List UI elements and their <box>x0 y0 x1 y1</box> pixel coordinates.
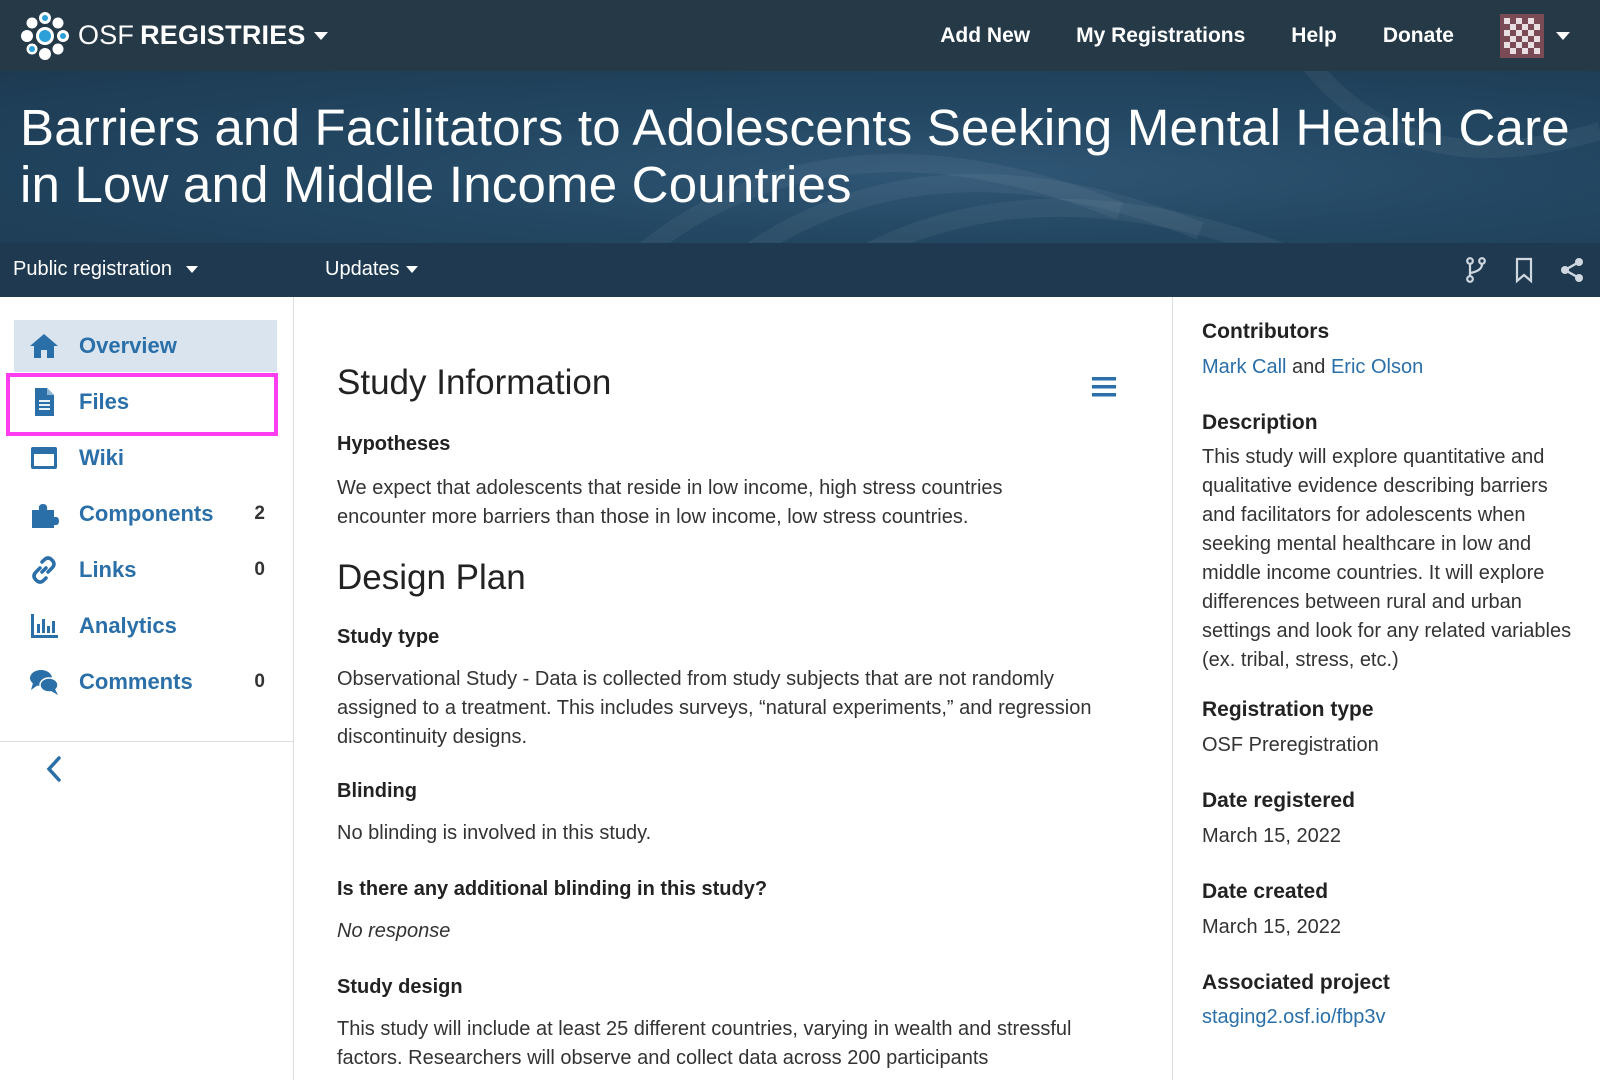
sidebar-item-label: Components <box>79 501 214 526</box>
comments-icon <box>28 666 60 698</box>
home-icon <box>28 330 60 362</box>
sidebar-divider <box>0 741 294 742</box>
contributors-label: Contributors <box>1202 320 1330 343</box>
contributors-and: and <box>1292 356 1326 378</box>
share-icon[interactable] <box>1558 256 1586 284</box>
study-type-text: Observational Study - Data is collected from study subjects that are not randomly assigned to a treatment. This includes surveys, “natural experiments,” and regression discontinuity designs. <box>337 668 1092 748</box>
associated-project-link[interactable]: staging2.osf.io/fbp3v <box>1202 1006 1386 1028</box>
bookmark-icon[interactable] <box>1510 256 1538 284</box>
bar-chart-icon <box>28 610 60 642</box>
hamburger-menu-icon[interactable] <box>1090 375 1118 399</box>
additional-blinding-text: No response <box>337 920 451 942</box>
registration-type-value: OSF Preregistration <box>1202 734 1379 756</box>
date-registered-label: Date registered <box>1202 789 1355 812</box>
puzzle-icon <box>28 498 60 530</box>
design-plan-heading: Design Plan <box>337 558 526 597</box>
sidebar-item-label: Overview <box>79 333 177 358</box>
contributors-list <box>1202 353 1582 382</box>
public-registration-dropdown[interactable] <box>13 258 198 281</box>
associated-project-value <box>1202 1003 1582 1032</box>
chevron-down-icon <box>406 266 418 273</box>
description-text: This study will explore quantitative and qualitative evidence describing barriers and facilitators for adolescents when seeking mental healthcare in low and middle income countries. It will explore differences between rural and urban settings and look for any related variables (ex. tribal, stress, etc.) <box>1202 446 1572 671</box>
registration-header <box>0 71 1600 243</box>
brand-text <box>78 20 306 51</box>
sidebar-item-label: Wiki <box>79 445 125 470</box>
help-link[interactable]: Help <box>1291 23 1337 47</box>
chevron-left-icon[interactable] <box>42 754 66 784</box>
user-menu[interactable] <box>1500 14 1570 58</box>
brand-registries: REGISTRIES <box>140 20 306 50</box>
registration-subnav <box>0 243 1600 297</box>
date-registered-value: March 15, 2022 <box>1202 825 1341 847</box>
osf-registries-brand-menu[interactable] <box>20 11 328 61</box>
hypotheses-label: Hypotheses <box>337 433 451 455</box>
donate-link[interactable]: Donate <box>1382 23 1454 47</box>
registration-type-label: Registration type <box>1202 698 1374 721</box>
updates-dropdown[interactable] <box>325 258 418 281</box>
date-created-label: Date created <box>1202 880 1329 903</box>
public-registration-label: Public registration <box>13 258 172 280</box>
contributor-link[interactable]: Eric Olson <box>1330 356 1424 378</box>
wiki-icon <box>28 442 60 474</box>
chevron-down-icon <box>1556 32 1570 40</box>
registration-content <box>294 297 1172 1080</box>
my-registrations-link[interactable]: My Registrations <box>1076 23 1246 47</box>
sidebar-item-links[interactable] <box>14 544 277 596</box>
additional-blinding-label: Is there any additional blinding in this study? <box>337 878 768 900</box>
link-icon <box>28 554 60 586</box>
chevron-down-icon <box>186 266 198 273</box>
osf-logo-icon <box>20 11 70 61</box>
study-information-heading: Study Information <box>337 363 612 402</box>
sidebar-item-analytics[interactable] <box>14 600 277 652</box>
date-created-value: March 15, 2022 <box>1202 916 1341 938</box>
sidebar-item-components[interactable] <box>14 488 277 540</box>
sidebar-item-label: Analytics <box>79 613 177 638</box>
study-type-label: Study type <box>337 626 440 648</box>
comments-count: 0 <box>254 671 265 692</box>
links-count: 0 <box>254 559 265 580</box>
components-count: 2 <box>254 503 265 524</box>
updates-label: Updates <box>325 258 400 280</box>
study-design-text: This study will include at least 25 different countries, varying in wealth and stressful factors. Researchers will observe and collect data across 200 participants <box>337 1018 1072 1069</box>
files-highlight-box <box>6 373 278 436</box>
sidebar-item-label: Comments <box>79 669 193 694</box>
sidebar-item-overview[interactable] <box>14 320 277 372</box>
sidebar-item-comments[interactable] <box>14 656 277 708</box>
registration-title: Barriers and Facilitators to Adolescents Seeking Mental Health Care in Low and Middle Income Countries <box>20 99 1570 213</box>
contributor-link[interactable]: Mark Call <box>1202 356 1287 378</box>
topnav-links <box>940 0 1600 71</box>
registration-metadata <box>1172 297 1600 1080</box>
chevron-down-icon <box>314 32 328 40</box>
add-new-link[interactable]: Add New <box>940 23 1031 47</box>
blinding-label: Blinding <box>337 780 417 802</box>
associated-project-label: Associated project <box>1202 971 1390 994</box>
study-design-label: Study design <box>337 976 463 998</box>
hypotheses-text: We expect that adolescents that reside in low income, high stress countries encounter more barriers than those in low income, low stress countries. <box>337 477 1003 528</box>
avatar <box>1500 14 1544 58</box>
brand-osf: OSF <box>78 20 135 50</box>
blinding-text: No blinding is involved in this study. <box>337 822 652 844</box>
sidebar-item-label: Files <box>79 389 130 414</box>
fork-icon[interactable] <box>1462 256 1490 284</box>
description-label: Description <box>1202 411 1318 434</box>
subnav-actions <box>1442 256 1586 284</box>
sidebar-item-wiki[interactable] <box>14 432 277 484</box>
sidebar-item-label: Links <box>79 557 137 582</box>
top-navbar <box>0 0 1600 71</box>
